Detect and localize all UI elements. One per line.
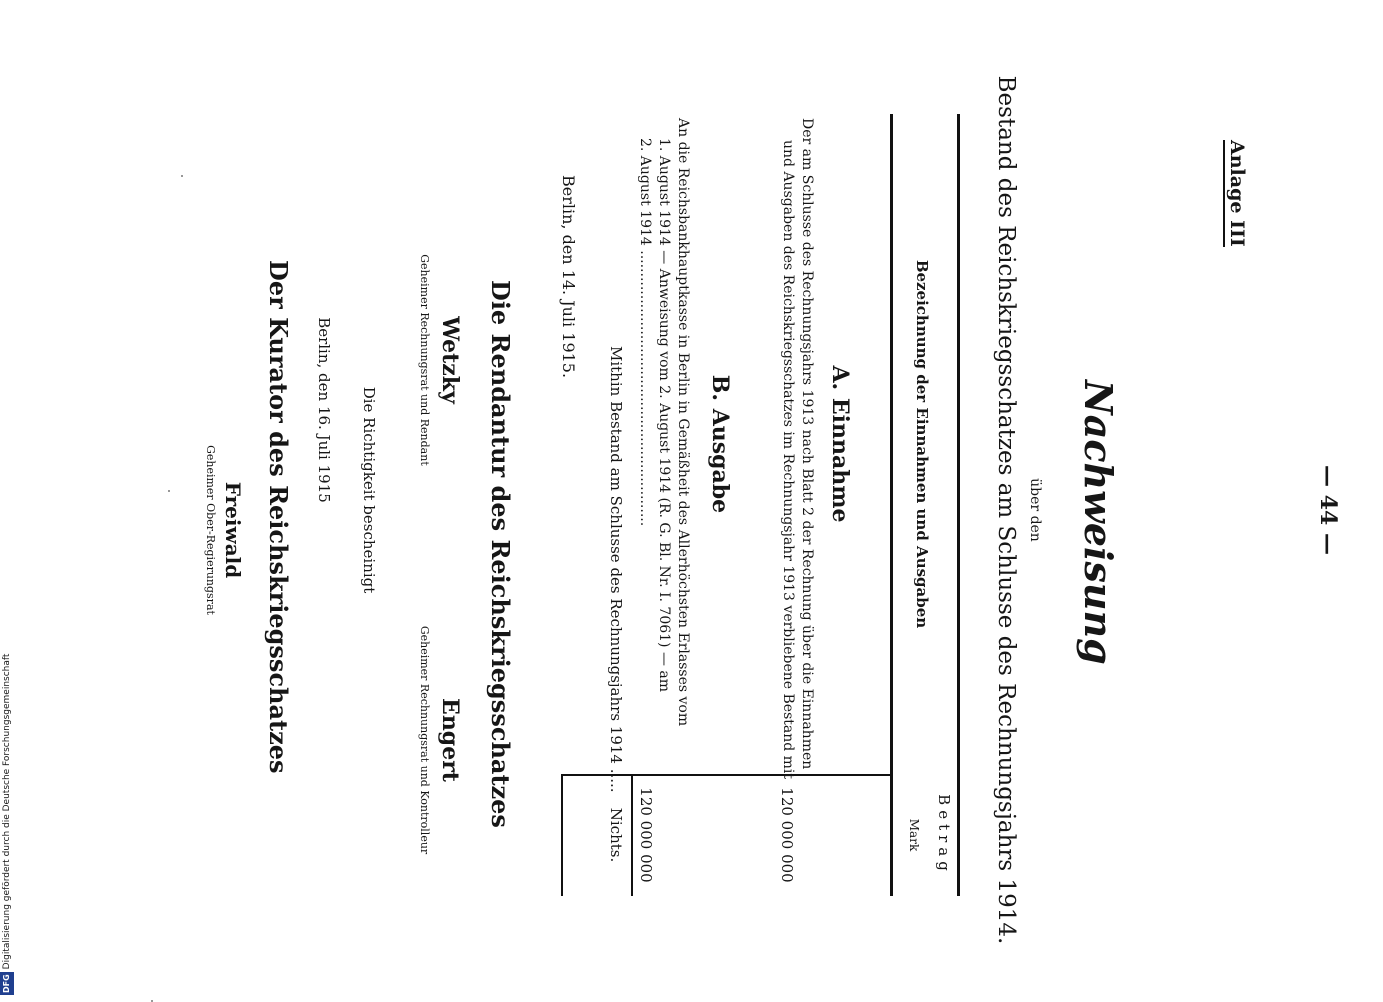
signer-right-name: Engert [437,698,463,782]
amount-sum-rule [631,774,633,896]
section-b-amount: 120 000 000 [637,787,655,883]
section-a-title: A. Einnahme [827,365,853,523]
section-a-line-2: und Ausgaben des Reichskriegsschatzes im Rechnungsjahr 1913 verbliebene Bestand mit [780,140,796,780]
section-b-line-2: 1. August 1914 — Anweisung vom 2. August 1914 (R. G. Bl. Nr. I. 7061) — am [656,138,672,693]
curator-office: Der Kurator des Reichskriegsschatzes [264,260,293,774]
document-subtitle: Bestand des Reichskriegsschatzes am Schlusse des Rechnungsjahrs 1914. [993,75,1019,945]
place-date-1: Berlin, den 14. Juli 1915. [559,175,578,379]
column-header-unit: Mark [907,818,921,852]
signer-left-title: Geheimer Rechnungsrat und Rendant [418,254,431,466]
scan-speck [168,490,170,492]
signer-right-title: Geheimer Rechnungsrat und Kontrolleur [418,625,431,855]
signer-left-name: Wetzky [437,316,463,404]
section-b-line-3: 2. August 1914 .............................................................. [637,138,653,527]
section-b-line-1: An die Reichsbankhauptkasse in Berlin in Gemäßheit des Allerhöchsten Erlasses vom [675,118,691,727]
curator-title: Geheimer Ober-Regierungsrat [204,445,217,615]
page-number: — 44 — [1315,465,1341,555]
table-top-rule [957,114,960,896]
anlage-label: Anlage III [1223,140,1248,247]
column-header-description: Bezeichnung der Einnahmen und Ausgaben [913,259,931,629]
document-subtitle-small: über den [1027,478,1043,542]
amount-result-rule [561,774,563,896]
curator-name: Freiwald [221,481,245,579]
result-label: Mithin Bestand am Schlusse des Rechnungsjahrs 1914 ..... [607,346,625,793]
table-header-rule [890,114,893,896]
digitization-credit-text: Digitalisierung gefördert durch die Deutsche Forschungsgemeinschaft [2,653,12,970]
result-amount: Nichts. [607,807,625,863]
section-a-line-1: Der am Schlusse des Rechnungsjahrs 1913 nach Blatt 2 der Rechnung über die Einnahmen [799,118,815,770]
digitization-credit [0,605,14,995]
document-title: Nachweisung [1076,380,1121,665]
scan-speck [181,175,183,177]
section-b-title: B. Ausgabe [707,374,733,514]
place-date-2: Berlin, den 16. Juli 1915 [315,317,333,503]
dfg-logo: DFG [0,972,14,995]
column-header-amount: Betrag [935,794,953,876]
certification-text: Die Richtigkeit bescheinigt [360,386,378,594]
section-a-amount: 120 000 000 [778,787,796,883]
office-name: Die Rendantur des Reichskriegsschatzes [486,280,515,828]
